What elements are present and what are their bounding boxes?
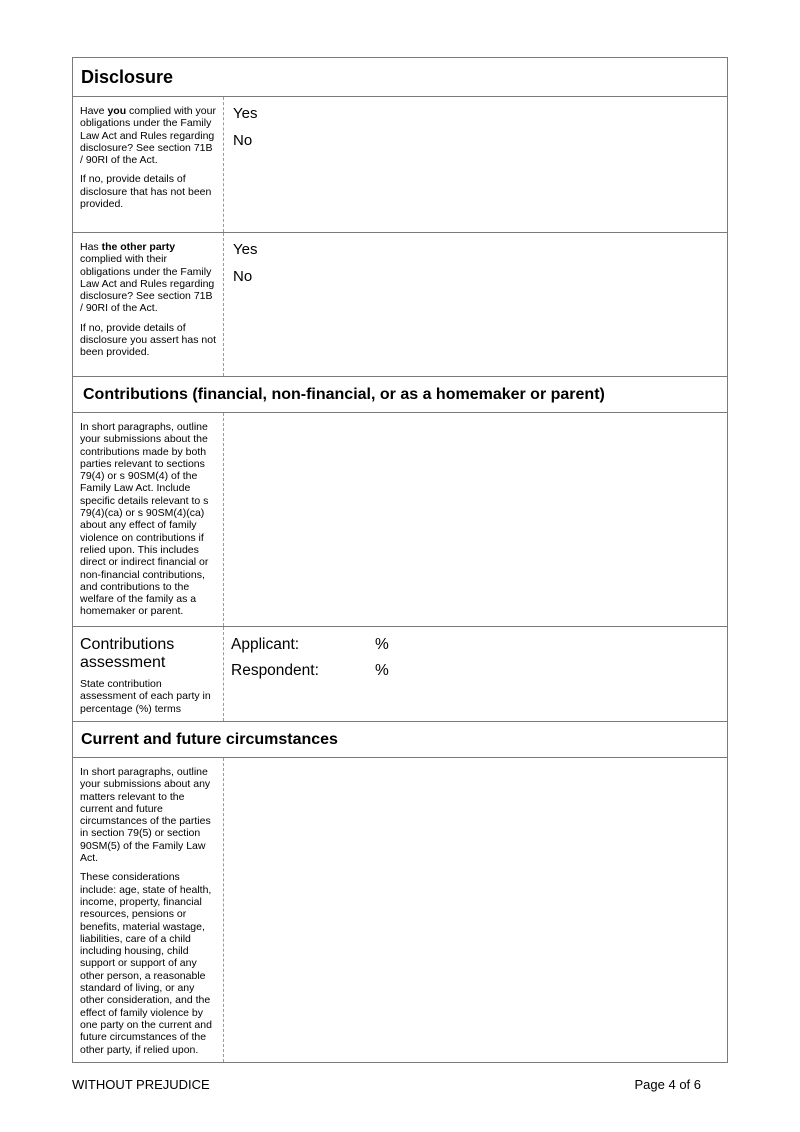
circumstances-heading-row (73, 722, 727, 758)
contributions-heading-row (73, 377, 727, 413)
disclosure-heading: Disclosure (81, 66, 174, 87)
disclosure-other-party-question (73, 233, 224, 376)
disclosure-other-party-row (73, 233, 727, 377)
no-option[interactable]: No (233, 268, 253, 285)
question-text: Have (80, 105, 108, 117)
assessment-instruction: State contribution assessment of each party in percentage (%) terms (80, 678, 211, 715)
disclosure-you-answer[interactable] (224, 97, 727, 232)
yes-option[interactable]: Yes (233, 105, 258, 122)
contributions-assessment-row (73, 627, 727, 722)
question-text: complied with their obligations under the Family Law Act and Rules regarding disclosure? See section 71B / 90RI of the Act. (80, 253, 215, 315)
circumstances-answer-field[interactable] (224, 758, 727, 1062)
yes-option[interactable]: Yes (233, 241, 258, 258)
instruction-text: In short paragraphs, outline your submissions about any matters relevant to the current and future circumstances of the parties in section 79(5) or section 90SM(5) of the Family Law Act. (80, 766, 211, 865)
contributions-heading: Contributions (financial, non-financial, or as a homemaker or parent) (83, 385, 605, 403)
question-note: If no, provide details of disclosure you assert has not been provided. (80, 321, 216, 359)
applicant-label: Applicant: (231, 636, 300, 653)
assessment-label: Contributions assessment (80, 636, 175, 671)
instruction-text: These considerations include: age, state of health, income, property, financial resources, pensions or benefits, material wastage, liabilities, care of a child including housing, child support or support of any other person, a reasonable standard of living, or any other consideration, and the effect of family violence by one party on the current and future circumstances of the other party, if relied upon. (80, 871, 212, 1056)
disclosure-other-party-answer[interactable] (224, 233, 727, 376)
respondent-label: Respondent: (231, 662, 319, 679)
disclosure-you-question (73, 97, 224, 232)
question-emphasis: you (107, 105, 127, 117)
contributions-assessment-answer (224, 627, 727, 721)
contributions-row (73, 413, 727, 627)
respondent-percent-field[interactable]: % (375, 662, 389, 679)
instruction-text: In short paragraphs, outline your submissions about the contributions made by both parties relevant to sections 79(4) or s 90SM(4) of the Family Law Act. Include specific details relevant to s 79(4)(ca) or s 90SM(4)(ca) about any effect of family violence on contributions if relied upon. This includes direct or indirect financial or non-financial contributions, and contributions to the welfare of the family as a homemaker or parent. (80, 421, 209, 618)
contributions-answer-field[interactable] (224, 413, 727, 626)
disclosure-heading-row (73, 58, 727, 97)
disclosure-you-row (73, 97, 727, 233)
footer-label: WITHOUT PREJUDICE (72, 1077, 210, 1092)
applicant-percent-field[interactable]: % (375, 636, 389, 653)
question-note: If no, provide details of disclosure that has not been provided. (80, 173, 212, 211)
circumstances-instruction (73, 758, 224, 1062)
circumstances-row (73, 758, 727, 1063)
form-table (72, 57, 728, 1063)
no-option[interactable]: No (233, 132, 253, 149)
question-emphasis: the other party (101, 241, 176, 253)
contributions-instruction (73, 413, 224, 626)
contributions-assessment-question (73, 627, 224, 721)
question-text: Has (80, 241, 102, 253)
page-number: Page 4 of 6 (634, 1077, 701, 1092)
circumstances-heading: Current and future circumstances (81, 730, 338, 748)
question-text: complied with your obligations under the Family Law Act and Rules regarding disclosure? See section 71B / 90RI of the Act. (80, 105, 216, 167)
